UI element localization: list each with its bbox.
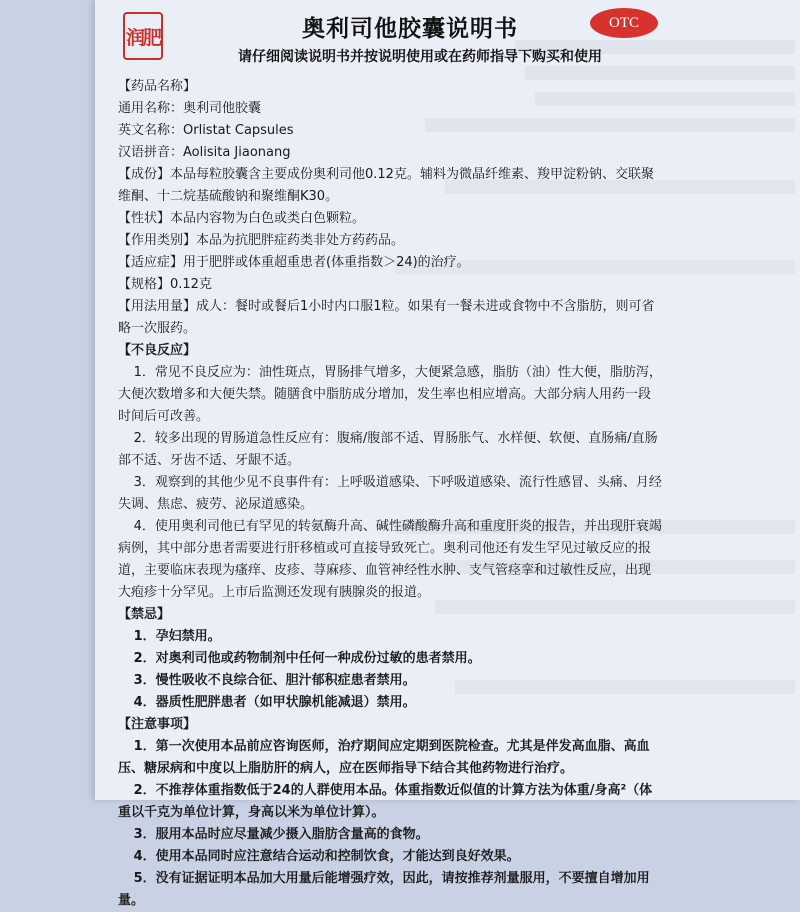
adverse-item: 4．使用奥利司他已有罕见的转氨酶升高、碱性磷酸酶升高和重度肝炎的报告，并出现肝衰竭病例，其中部分患者需要进行肝移植或可直接导致死亡。奥利司他还有发生罕见过敏反应的报道，主要临床表现为瘙痒、皮疹、荨麻疹、血管神经性水肿、支气管痉挛和过敏性反应，出现大疱疹十分罕见。上市后监测还发现有胰腺炎的报道。: [118, 519, 662, 600]
contraindication-item: 2．对奥利司他或药物制剂中任何一种成份过敏的患者禁用。: [133, 651, 481, 666]
precaution-item: 5．没有证据证明本品加大用量后能增强疗效，因此，请按推荐剂量服用，不要擅自增加用量。: [118, 871, 650, 908]
brand-logo: [123, 12, 163, 60]
drug-name-section: [118, 76, 663, 164]
adverse-item: 3．观察到的其他少见不良事件有：上呼吸道感染、下呼吸道感染、流行性感冒、头痛、月经失调、焦虑、疲劳、泌尿道感染。: [118, 475, 662, 512]
category-section: 【作用类别】本品为抗肥胖症药类非处方药药品。: [118, 233, 405, 248]
otc-badge: OTC: [590, 8, 658, 38]
precautions-header: 【注意事项】: [118, 717, 197, 732]
drug-name-header: 【药品名称】: [118, 79, 197, 94]
contraindication-item: 4．器质性肥胖患者（如甲状腺机能减退）禁用。: [133, 695, 416, 710]
appearance-section: 【性状】本品内容物为白色或类白色颗粒。: [118, 211, 366, 226]
adverse-item: 2．较多出现的胃肠道急性反应有：腹痛/腹部不适、胃肠胀气、水样便、软便、直肠痛/直肠部不适、牙齿不适、牙龈不适。: [118, 431, 658, 468]
precaution-item: 1．第一次使用本品前应咨询医师，治疗期间应定期到医院检查。尤其是伴发高血脂、高血压、糖尿病和中度以上脂肪肝的病人，应在医师指导下结合其他药物进行治疗。: [118, 739, 650, 776]
generic-name: 通用名称：奥利司他胶囊: [118, 101, 262, 116]
precaution-item: 4．使用本品同时应注意结合运动和控制饮食，才能达到良好效果。: [133, 849, 520, 864]
contraindication-item: 1．孕妇禁用。: [133, 629, 221, 644]
adverse-item: 1．常见不良反应为：油性斑点，胃肠排气增多，大便紧急感，脂肪（油）性大便，脂肪泻，大便次数增多和大便失禁。随膳食中脂肪成分增加，发生率也相应增高。大部分病人用药一段时间后可改善。: [118, 365, 662, 424]
spec-section: 【规格】0.12克: [118, 277, 212, 292]
contraindications-section: [118, 604, 663, 714]
adverse-reactions-header: 【不良反应】: [118, 343, 197, 358]
indication-section: 【适应症】用于肥胖或体重超重患者(体重指数＞24)的治疗。: [118, 255, 470, 270]
brand-logo-text: 润肥: [125, 26, 160, 49]
precautions-section: [118, 714, 663, 912]
english-name: 英文名称：Orlistat Capsules: [118, 123, 294, 138]
composition-section: 【成份】本品每粒胶囊含主要成份奥利司他0.12克。辅料为微晶纤维素、羧甲淀粉钠、交联聚维酮、十二烷基硫酸钠和聚维酮K30。: [118, 167, 654, 204]
leaflet-body: [118, 76, 663, 912]
contraindications-header: 【禁忌】: [118, 607, 171, 622]
usage-section: 【用法用量】成人：餐时或餐后1小时内口服1粒。如果有一餐未进或食物中不含脂肪，则可省略一次服药。: [118, 299, 655, 336]
document-subtitle: 请仔细阅读说明书并按说明使用或在药师指导下购买和使用: [238, 49, 602, 65]
contraindication-item: 3．慢性吸收不良综合征、胆汁郁积症患者禁用。: [133, 673, 416, 688]
adverse-reactions-section: [118, 340, 663, 604]
document-title: 奥利司他胶囊说明书: [302, 16, 518, 42]
precaution-item: 2．不推荐体重指数低于24的人群使用本品。体重指数近似值的计算方法为体重/身高²（体重以千克为单位计算，身高以米为单位计算）。: [118, 783, 653, 820]
pinyin-name: 汉语拼音：Aolisita Jiaonang: [118, 145, 291, 160]
precaution-item: 3．服用本品时应尽量减少摄入脂肪含量高的食物。: [133, 827, 429, 842]
